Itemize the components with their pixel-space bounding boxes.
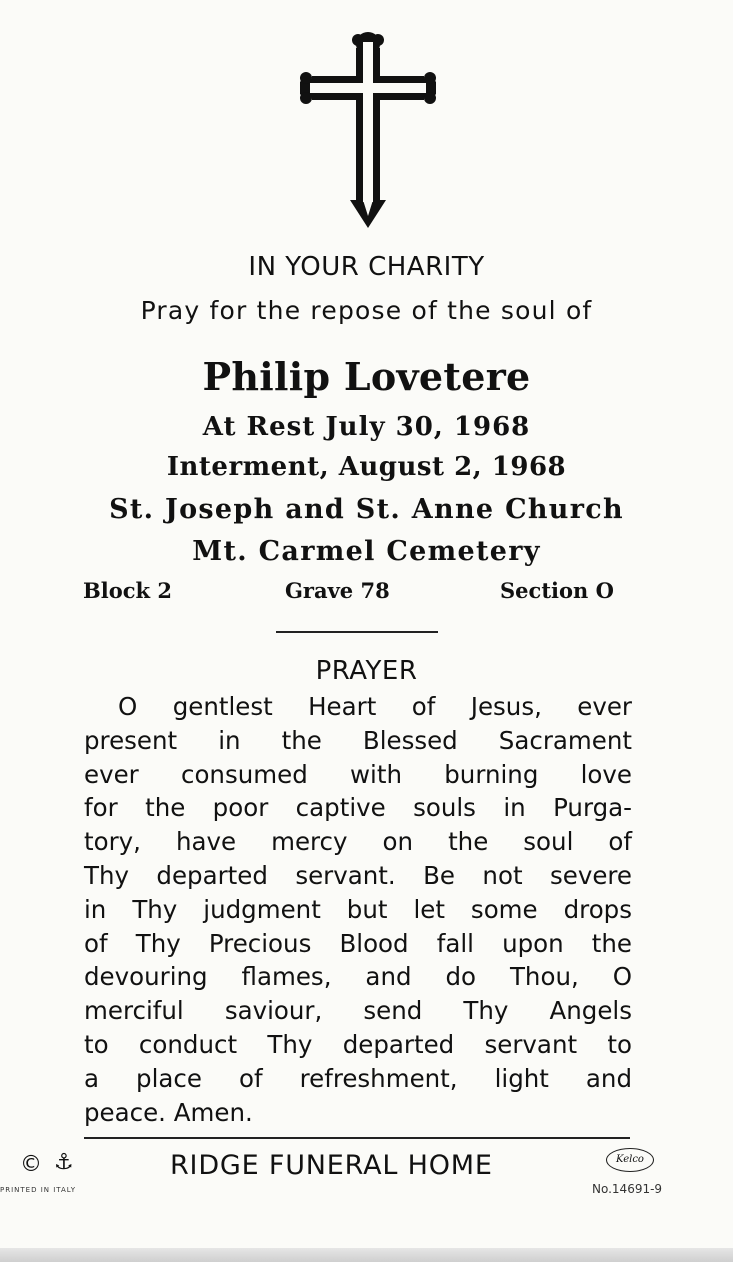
prayer-line: merciful saviour, send Thy Angels [84, 996, 632, 1026]
in-your-charity-heading: IN YOUR CHARITY [248, 252, 485, 282]
cemetery-name: Mt. Carmel Cemetery [192, 536, 541, 567]
prayer-line: to conduct Thy departed servant to [84, 1029, 632, 1059]
catalog-number: No.14691-9 [592, 1182, 663, 1196]
anchor-icon: ⚓ [54, 1150, 74, 1175]
prayer-line: ever consumed with burning love [84, 759, 632, 789]
prayer-line: peace. Amen. [84, 1097, 253, 1127]
deceased-name: Philip Lovetere [202, 354, 531, 399]
church-name: St. Joseph and St. Anne Church [109, 494, 624, 525]
scan-edge-shadow [0, 1248, 733, 1262]
interment-date: Interment, August 2, 1968 [166, 452, 567, 482]
copyright-symbol: © [20, 1152, 42, 1177]
prayer-line: in Thy judgment but let some drops [84, 894, 632, 924]
prayer-line: Thy departed servant. Be not severe [84, 860, 632, 890]
plot-block: Block 2 [83, 578, 172, 603]
kelco-logo: Kelco [606, 1148, 654, 1172]
printed-in-italy: PRINTED IN ITALY [0, 1186, 77, 1194]
pray-for-repose-line: Pray for the repose of the soul of [140, 296, 593, 325]
prayer-line: present in the Blessed Sacrament [84, 725, 632, 755]
prayer-text [84, 690, 632, 1129]
cross-icon [300, 30, 436, 230]
prayer-line: tory, have mercy on the soul of [84, 827, 632, 857]
prayer-line: a place of refreshment, light and [84, 1063, 632, 1093]
divider-short [276, 631, 438, 633]
at-rest-date: At Rest July 30, 1968 [202, 412, 531, 442]
plot-grave: Grave 78 [285, 578, 390, 603]
prayer-line: of Thy Precious Blood fall upon the [84, 928, 632, 958]
prayer-line: for the poor captive souls in Purga- [84, 793, 632, 823]
plot-section: Section O [500, 578, 614, 603]
prayer-line: devouring flames, and do Thou, O [84, 962, 632, 992]
divider-long [84, 1137, 630, 1139]
prayer-line: O gentlest Heart of Jesus, ever [118, 692, 632, 721]
prayer-title: PRAYER [315, 656, 418, 686]
funeral-home-name: RIDGE FUNERAL HOME [170, 1150, 493, 1181]
